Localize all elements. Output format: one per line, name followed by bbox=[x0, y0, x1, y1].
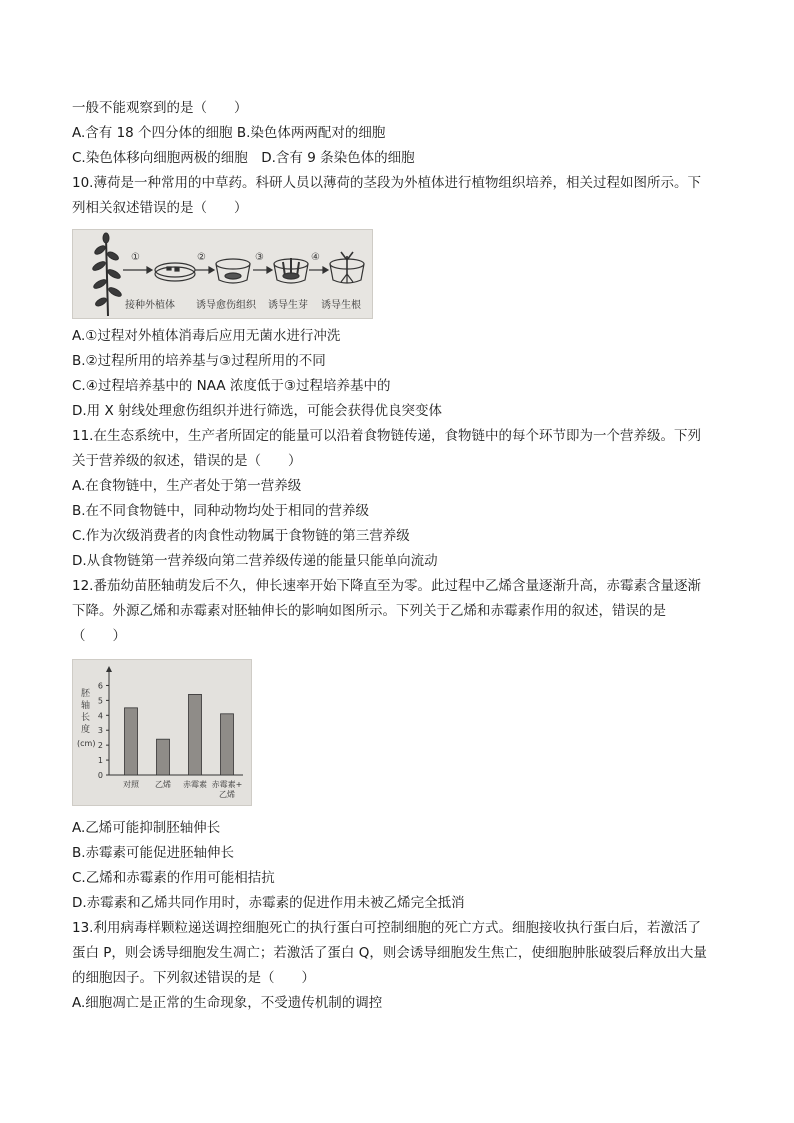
q13-stem-line1: 13.利用病毒样颗粒递送调控细胞死亡的执行蛋白可控制细胞的死亡方式。细胞接收执行蛋白后，若激活了 bbox=[72, 920, 701, 936]
y-tick-label: 1 bbox=[97, 756, 103, 766]
label-induce-callus: 诱导愈伤组织 bbox=[196, 300, 256, 311]
q12-stem-line3: （ ） bbox=[72, 628, 126, 644]
step-4-marker: ④ bbox=[311, 252, 320, 263]
q13-option-a: A.细胞凋亡是正常的生命现象，不受遗传机制的调控 bbox=[72, 995, 383, 1011]
x-tick-label-0: 对照 bbox=[123, 780, 139, 789]
q13-stem-line2: 蛋白 P，则会诱导细胞发生凋亡；若激活了蛋白 Q，则会诱导细胞发生焦亡，使细胞肿胀破裂后释放出大量 bbox=[72, 945, 707, 961]
x-tick-label-3-line2: 乙烯 bbox=[219, 790, 235, 799]
bar-2 bbox=[189, 694, 202, 775]
q11-stem-line2: 关于营养级的叙述，错误的是（ ） bbox=[72, 453, 302, 469]
q12-stem-line2: 下降。外源乙烯和赤霉素对胚轴伸长的影响如图所示。下列关于乙烯和赤霉素作用的叙述，错误的是 bbox=[72, 603, 666, 619]
tissue-culture-figure bbox=[72, 229, 373, 319]
x-tick-label-3: 赤霉素+ bbox=[211, 780, 243, 789]
q9-tail: 一般不能观察到的是（ ） bbox=[72, 100, 248, 116]
y-tick-label: 2 bbox=[97, 741, 103, 751]
step-3-marker: ③ bbox=[255, 252, 264, 263]
q10-option-a: A.①过程对外植体消毒后应用无菌水进行冲洗 bbox=[72, 328, 341, 344]
culture-vessel-root-icon bbox=[330, 252, 364, 283]
step-2-marker: ② bbox=[197, 252, 206, 263]
y-tick-label: 6 bbox=[97, 681, 103, 691]
q9-options-cd: C.染色体移向细胞两极的细胞 D.含有 9 条染色体的细胞 bbox=[72, 150, 415, 166]
q12-stem-line1: 12.番茄幼苗胚轴萌发后不久，伸长速率开始下降直至为零。此过程中乙烯含量逐渐升高，赤霉素含量逐渐 bbox=[72, 578, 701, 594]
q10-stem-line1: 10.薄荷是一种常用的中草药。科研人员以薄荷的茎段为外植体进行植物组织培养，相关过程如图所示。下 bbox=[72, 175, 701, 191]
y-tick-label: 3 bbox=[97, 726, 103, 736]
q9-options-ab: A.含有 18 个四分体的细胞 B.染色体两两配对的细胞 bbox=[72, 125, 386, 141]
q11-option-a: A.在食物链中，生产者处于第一营养级 bbox=[72, 478, 302, 494]
q11-option-b: B.在不同食物链中，同种动物均处于相同的营养级 bbox=[72, 503, 370, 519]
y-axis-label-char-1: 胚 bbox=[81, 689, 91, 699]
y-tick-label: 0 bbox=[97, 771, 103, 780]
q10-option-d: D.用 X 射线处理愈伤组织并进行筛选，可能会获得优良突变体 bbox=[72, 403, 443, 419]
bar-chart-svg bbox=[73, 660, 251, 805]
step-1-marker: ① bbox=[131, 252, 140, 263]
y-tick-label: 5 bbox=[97, 696, 103, 706]
culture-vessel-shoot-icon bbox=[274, 258, 308, 283]
y-axis-unit: (cm) bbox=[77, 739, 96, 748]
q10-stem-line2: 列相关叙述错误的是（ ） bbox=[72, 200, 248, 216]
x-tick-label-1: 乙烯 bbox=[155, 780, 171, 789]
q12-option-d: D.赤霉素和乙烯共同作用时，赤霉素的促进作用未被乙烯完全抵消 bbox=[72, 895, 465, 911]
mint-plant-icon bbox=[91, 233, 122, 316]
q10-option-b: B.②过程所用的培养基与③过程所用的不同 bbox=[72, 353, 326, 369]
q12-option-a: A.乙烯可能抑制胚轴伸长 bbox=[72, 820, 221, 836]
tissue-culture-diagram bbox=[73, 230, 372, 318]
q12-option-b: B.赤霉素可能促进胚轴伸长 bbox=[72, 845, 235, 861]
q10-option-c: C.④过程培养基中的 NAA 浓度低于③过程培养基中的 bbox=[72, 378, 391, 394]
q12-option-c: C.乙烯和赤霉素的作用可能相拮抗 bbox=[72, 870, 275, 886]
x-tick-label-2: 赤霉素 bbox=[183, 780, 207, 789]
culture-vessel-callus-icon bbox=[216, 259, 250, 283]
y-tick-label: 4 bbox=[97, 711, 103, 721]
label-induce-root: 诱导生根 bbox=[321, 300, 361, 311]
bar-0 bbox=[125, 708, 138, 775]
y-axis-label-char-3: 长 bbox=[81, 713, 91, 723]
label-induce-shoot: 诱导生芽 bbox=[268, 300, 308, 311]
y-axis-label-char-2: 轴 bbox=[81, 701, 91, 711]
bar-3 bbox=[221, 714, 234, 775]
q11-stem-line1: 11.在生态系统中，生产者所固定的能量可以沿着食物链传递，食物链中的每个环节即为一个营养级。下列 bbox=[72, 428, 701, 444]
petri-dish-icon bbox=[155, 263, 195, 281]
y-axis-arrow bbox=[106, 666, 112, 672]
q13-stem-line3: 的细胞因子。下列叙述错误的是（ ） bbox=[72, 970, 315, 986]
bar-1 bbox=[157, 739, 170, 775]
y-axis-label-char-4: 度 bbox=[81, 725, 91, 735]
q11-option-c: C.作为次级消费者的肉食性动物属于食物链的第三营养级 bbox=[72, 528, 410, 544]
hypocotyl-bar-chart bbox=[72, 659, 252, 806]
label-inoculate-explant: 接种外植体 bbox=[125, 300, 175, 311]
q11-option-d: D.从食物链第一营养级向第二营养级传递的能量只能单向流动 bbox=[72, 553, 438, 569]
